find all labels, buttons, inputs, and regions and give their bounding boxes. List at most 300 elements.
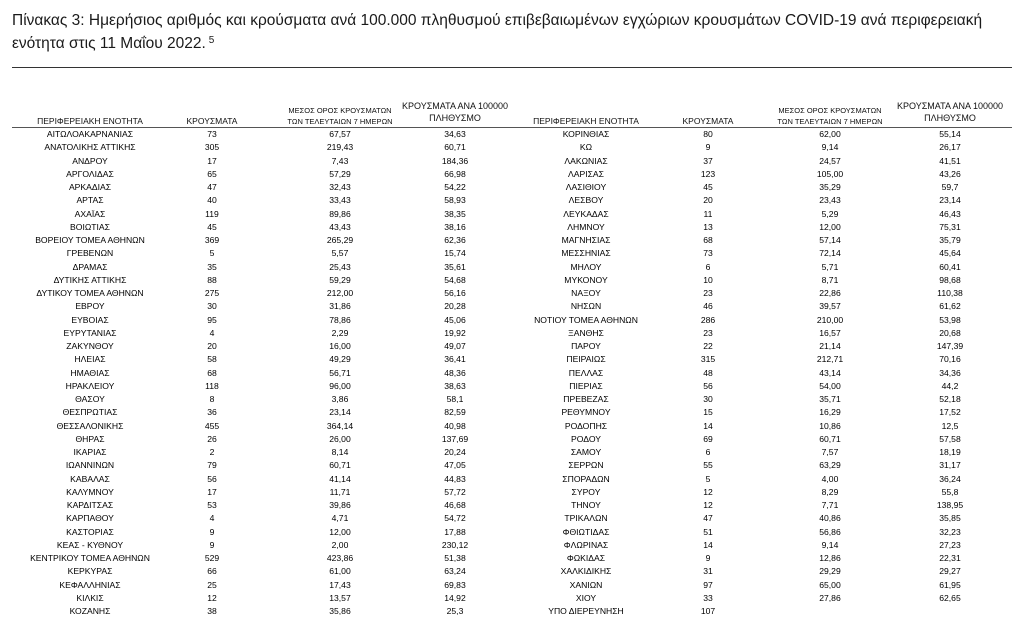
- cell-avg7: 4,71: [331, 513, 349, 524]
- cell-avg7: 9,14: [821, 539, 839, 550]
- cell-per100k: 20,28: [444, 301, 466, 312]
- cell-per100k: 58,1: [446, 394, 464, 404]
- cell-avg7: 27,86: [819, 592, 841, 603]
- cell-cases: 95: [207, 314, 217, 325]
- header-avg7-right-line1: ΜΕΣΟΣ ΟΡΟΣ ΚΡΟΥΣΜΑΤΩΝ: [778, 106, 882, 115]
- cell-region: ΠΕΙΡΑΙΩΣ: [566, 354, 606, 365]
- table-header: [0, 0, 1024, 130]
- cell-per100k: 43,26: [939, 168, 961, 179]
- table-row-right: [0, 234, 1024, 246]
- cell-cases: 4: [209, 513, 215, 524]
- cell-avg7: 56,71: [329, 367, 351, 378]
- cell-cases: 31: [703, 566, 713, 577]
- cell-cases: 5: [705, 473, 711, 484]
- cell-per100k: 27,23: [939, 539, 961, 550]
- cell-per100k: 18,19: [939, 447, 961, 457]
- cell-per100k: 59,7: [941, 182, 959, 192]
- cell-region: ΙΚΑΡΙΑΣ: [73, 447, 107, 457]
- cell-per100k: 26,17: [939, 142, 961, 153]
- cell-cases: 30: [703, 394, 713, 404]
- cell-cases: 119: [205, 208, 219, 219]
- cell-region: ΚΕΡΚΥΡΑΣ: [67, 566, 113, 577]
- cell-region: ΛΕΣΒΟΥ: [568, 195, 604, 206]
- table-row-right: [0, 459, 1024, 471]
- cell-cases: 53: [207, 500, 217, 510]
- cell-region: ΣΠΟΡΑΔΩΝ: [562, 473, 610, 484]
- cell-per100k: 29,27: [939, 566, 961, 577]
- cell-cases: 5: [209, 248, 215, 259]
- cell-region: ΕΒΡΟΥ: [75, 301, 105, 312]
- cell-per100k: 47,05: [444, 460, 466, 471]
- table-row-right: [0, 605, 1024, 617]
- cell-region: ΑΡΤΑΣ: [76, 195, 104, 206]
- cell-avg7: 61,00: [329, 566, 351, 577]
- table-row-right: [0, 208, 1024, 220]
- cell-cases: 529: [204, 553, 220, 563]
- table-row-right: [0, 194, 1024, 206]
- cell-per100k: 35,61: [444, 261, 466, 272]
- cell-cases: 118: [205, 380, 219, 391]
- cell-cases: 10: [703, 274, 713, 285]
- cell-avg7: 60,71: [329, 460, 351, 471]
- cell-per100k: 57,72: [444, 486, 466, 497]
- table-row-right: [0, 499, 1024, 511]
- cell-region: ΠΙΕΡΙΑΣ: [569, 380, 603, 391]
- cell-per100k: 38,35: [444, 208, 466, 219]
- table-row-right: [0, 155, 1024, 167]
- table-row-right: [0, 446, 1024, 458]
- table-row-right: [0, 420, 1024, 432]
- cell-cases: 14: [703, 539, 713, 550]
- cell-avg7: 41,14: [329, 473, 351, 484]
- cell-region: ΒΟΡΕΙΟΥ ΤΟΜΕΑ ΑΘΗΝΩΝ: [35, 235, 145, 245]
- cell-avg7: 67,57: [329, 129, 351, 139]
- cell-cases: 6: [705, 447, 711, 457]
- cell-cases: 17: [207, 486, 217, 497]
- cell-cases: 46: [703, 301, 713, 312]
- cell-region: ΚΑΣΤΟΡΙΑΣ: [66, 526, 114, 537]
- cell-region: ΥΠΟ ΔΙΕΡΕΥΝΗΣΗ: [548, 606, 624, 616]
- cell-avg7: 29,29: [819, 566, 841, 577]
- cell-per100k: 82,59: [444, 407, 466, 418]
- header-avg7-right: [760, 107, 900, 126]
- cell-avg7: 16,29: [819, 407, 841, 418]
- cell-region: ΔΡΑΜΑΣ: [72, 261, 108, 272]
- header-per100k-left-line1: ΚΡΟΥΣΜΑΤΑ ΑΝΑ 100000: [402, 101, 508, 111]
- cell-per100k: 54,68: [444, 274, 466, 285]
- cell-per100k: 54,72: [444, 513, 466, 524]
- cell-avg7: 16,57: [819, 327, 841, 338]
- cell-per100k: 58,93: [444, 195, 466, 206]
- cell-cases: 33: [703, 592, 713, 603]
- cell-per100k: 61,62: [939, 301, 961, 312]
- cell-avg7: 40,86: [819, 513, 841, 524]
- cell-region: ΝΟΤΙΟΥ ΤΟΜΕΑ ΑΘΗΝΩΝ: [534, 314, 638, 325]
- table-row-right: [0, 565, 1024, 577]
- cell-avg7: 35,71: [819, 394, 841, 404]
- cell-avg7: 43,14: [819, 367, 841, 378]
- cell-cases: 51: [703, 526, 713, 537]
- cell-cases: 107: [700, 606, 716, 616]
- cell-region: ΚΕΦΑΛΛΗΝΙΑΣ: [59, 579, 121, 590]
- cell-per100k: 44,83: [444, 473, 466, 484]
- cell-region: ΚΕΝΤΡΙΚΟΥ ΤΟΜΕΑ ΑΘΗΝΩΝ: [30, 553, 150, 563]
- table-row-right: [0, 261, 1024, 273]
- table-row-right: [0, 287, 1024, 299]
- cell-per100k: 55,14: [939, 129, 961, 139]
- cell-per100k: 25,3: [446, 606, 464, 616]
- cell-cases: 23: [703, 327, 713, 338]
- cell-cases: 69: [703, 433, 713, 444]
- cell-region: ΜΕΣΣΗΝΙΑΣ: [561, 248, 611, 259]
- table-row-right: [0, 181, 1024, 193]
- cell-avg7: 423,86: [326, 553, 354, 563]
- cell-cases: 30: [207, 301, 217, 312]
- cell-avg7: 57,14: [819, 235, 841, 245]
- cell-per100k: 48,36: [444, 367, 466, 378]
- cell-per100k: 46,43: [939, 208, 961, 219]
- cell-avg7: 54,00: [819, 380, 841, 391]
- cell-per100k: 15,74: [444, 248, 466, 259]
- cell-per100k: 34,36: [939, 367, 961, 378]
- cell-per100k: 20,24: [444, 447, 466, 457]
- cell-region: ΧΑΛΚΙΔΙΚΗΣ: [560, 566, 612, 577]
- cell-avg7: 9,14: [821, 142, 839, 153]
- cell-avg7: 12,86: [819, 553, 841, 563]
- cell-per100k: 61,95: [939, 579, 961, 590]
- cell-avg7: 2,00: [331, 539, 349, 550]
- cell-per100k: 46,68: [444, 500, 466, 510]
- cell-per100k: 63,24: [444, 566, 466, 577]
- cell-avg7: 39,86: [329, 500, 351, 510]
- header-per100k-right: [885, 102, 1015, 123]
- table-row-right: [0, 340, 1024, 352]
- cell-avg7: 33,43: [329, 195, 351, 206]
- cell-avg7: 96,00: [329, 380, 351, 391]
- table-row-right: [0, 579, 1024, 591]
- cell-cases: 35: [207, 261, 217, 272]
- cell-per100k: 69,83: [444, 579, 466, 590]
- cell-avg7: 89,86: [329, 208, 351, 219]
- cell-region: ΞΑΝΘΗΣ: [568, 327, 604, 338]
- cell-per100k: 66,98: [444, 168, 466, 179]
- cell-avg7: 17,43: [329, 579, 351, 590]
- cell-region: ΕΥΒΟΙΑΣ: [71, 314, 109, 325]
- cell-per100k: 36,41: [444, 354, 466, 365]
- cell-cases: 315: [700, 354, 716, 365]
- cell-region: ΚΕΑΣ - ΚΥΘΝΟΥ: [56, 539, 124, 550]
- table-row-right: [0, 274, 1024, 286]
- cell-cases: 73: [207, 129, 217, 139]
- cell-avg7: 105,00: [816, 168, 844, 179]
- cell-region: ΠΕΛΛΑΣ: [568, 367, 604, 378]
- cell-cases: 13: [703, 221, 713, 232]
- cell-avg7: 7,43: [331, 155, 349, 166]
- cell-avg7: 31,86: [329, 301, 351, 312]
- cell-region: ΚΑΛΥΜΝΟΥ: [66, 486, 114, 497]
- cell-cases: 275: [204, 288, 220, 298]
- cell-cases: 45: [703, 182, 713, 192]
- cell-cases: 9: [209, 539, 215, 550]
- header-region-right: ΠΕΡΙΦΕΡΕΙΑΚΗ ΕΝΟΤΗΤΑ: [533, 116, 639, 126]
- cell-cases: 9: [705, 553, 711, 563]
- cell-region: ΦΩΚΙΔΑΣ: [566, 553, 606, 563]
- table-row-right: [0, 526, 1024, 538]
- cell-cases: 20: [207, 341, 217, 351]
- table-row-right: [0, 552, 1024, 564]
- cell-avg7: 13,57: [329, 592, 351, 603]
- cell-per100k: 35,79: [939, 235, 961, 245]
- cell-region: ΦΘΙΩΤΙΔΑΣ: [562, 526, 610, 537]
- cell-cases: 56: [703, 380, 713, 391]
- cell-region: ΠΑΡΟΥ: [571, 341, 601, 351]
- caption-title: Πίνακας 3: Ημερήσιος αριθμός και κρούσματα ανά 100.000 πληθυσμού επιβεβαιωμένων εγχώριων κρουσμάτων COVID-19 ανά περιφερειακή ενότητα στις 11 Μαΐου 2022.: [12, 12, 983, 52]
- cell-cases: 12: [703, 500, 713, 510]
- header-avg7-left-line1: ΜΕΣΟΣ ΟΡΟΣ ΚΡΟΥΣΜΑΤΩΝ: [288, 106, 392, 115]
- table-row-right: [0, 367, 1024, 379]
- table-row-right: [0, 406, 1024, 418]
- cell-region: ΗΛΕΙΑΣ: [74, 354, 106, 365]
- table-row-right: [0, 327, 1024, 339]
- cell-avg7: 49,29: [329, 354, 351, 365]
- header-avg7-left-line2: ΤΩΝ ΤΕΛΕΥΤΑΙΩΝ 7 ΗΜΕΡΩΝ: [287, 117, 393, 126]
- header-avg7-left: [270, 107, 410, 126]
- cell-region: ΜΗΛΟΥ: [570, 261, 602, 272]
- cell-cases: 12: [207, 592, 217, 603]
- cell-region: ΑΙΤΩΛΟΑΚΑΡΝΑΝΙΑΣ: [46, 129, 134, 139]
- cell-region: ΝΗΣΩΝ: [570, 301, 602, 312]
- cell-region: ΒΟΙΩΤΙΑΣ: [70, 221, 110, 232]
- cell-region: ΑΧΑΪΑΣ: [74, 208, 106, 219]
- cell-cases: 8: [209, 394, 215, 404]
- cell-cases: 37: [703, 155, 713, 166]
- cell-avg7: 210,00: [816, 314, 844, 325]
- cell-cases: 80: [703, 129, 713, 139]
- cell-cases: 17: [207, 155, 217, 166]
- cell-avg7: 2,29: [331, 327, 349, 338]
- cell-avg7: 65,00: [819, 579, 841, 590]
- cell-per100k: 40,98: [444, 420, 466, 431]
- cell-cases: 23: [703, 288, 713, 298]
- cell-avg7: 364,14: [326, 420, 354, 431]
- cell-avg7: 62,00: [819, 129, 841, 139]
- cell-cases: 55: [703, 460, 713, 471]
- cell-avg7: 10,86: [819, 420, 841, 431]
- cell-per100k: 36,24: [939, 473, 961, 484]
- header-per100k-right-line2: ΠΛΗΘΥΣΜΟ: [924, 113, 976, 123]
- cell-cases: 40: [207, 195, 217, 206]
- cell-region: ΚΙΛΚΙΣ: [76, 592, 104, 603]
- cell-region: ΤΡΙΚΑΛΩΝ: [564, 513, 608, 524]
- cell-cases: 25: [207, 579, 217, 590]
- cell-avg7: 25,43: [329, 261, 351, 272]
- cell-per100k: 98,68: [939, 274, 961, 285]
- cell-per100k: 62,65: [939, 592, 961, 603]
- cell-region: ΚΑΒΑΛΑΣ: [70, 473, 110, 484]
- cell-region: ΘΗΡΑΣ: [75, 433, 105, 444]
- table-row-right: [0, 380, 1024, 392]
- cell-per100k: 110,38: [937, 288, 963, 298]
- cell-region: ΡΕΘΥΜΝΟΥ: [561, 407, 611, 418]
- cell-avg7: 219,43: [326, 142, 354, 153]
- cell-avg7: 23,14: [329, 407, 351, 418]
- cell-per100k: 44,2: [941, 380, 959, 391]
- cell-region: ΛΑΚΩΝΙΑΣ: [564, 155, 608, 166]
- cell-cases: 65: [207, 168, 217, 179]
- header-per100k-right-line1: ΚΡΟΥΣΜΑΤΑ ΑΝΑ 100000: [897, 101, 1003, 111]
- cell-cases: 68: [207, 367, 217, 378]
- cell-region: ΧΙΟΥ: [575, 592, 597, 603]
- cell-region: ΚΟΡΙΝΘΙΑΣ: [562, 129, 610, 139]
- cell-per100k: 32,23: [939, 526, 961, 537]
- cell-per100k: 17,88: [444, 526, 466, 537]
- cell-region: ΘΑΣΟΥ: [75, 394, 105, 404]
- table-row-right: [0, 592, 1024, 604]
- cell-cases: 73: [703, 248, 713, 259]
- cell-avg7: 60,71: [819, 433, 841, 444]
- cell-cases: 47: [207, 182, 217, 192]
- cell-avg7: 59,29: [329, 274, 351, 285]
- cell-avg7: 7,57: [821, 447, 839, 457]
- cell-per100k: 22,31: [939, 553, 961, 563]
- cell-cases: 6: [705, 261, 711, 272]
- cell-avg7: 57,29: [329, 168, 351, 179]
- cell-per100k: 60,71: [444, 142, 466, 153]
- cell-cases: 45: [207, 221, 217, 232]
- header-region-left: ΠΕΡΙΦΕΡΕΙΑΚΗ ΕΝΟΤΗΤΑ: [37, 116, 143, 126]
- cell-cases: 14: [703, 420, 713, 431]
- cell-avg7: 12,00: [329, 526, 351, 537]
- table-row-right: [0, 473, 1024, 485]
- cell-region: ΡΟΔΟΥ: [571, 433, 601, 444]
- cell-region: ΙΩΑΝΝΙΝΩΝ: [65, 460, 115, 471]
- cell-per100k: 57,58: [939, 433, 961, 444]
- cell-avg7: 43,43: [329, 221, 351, 232]
- cell-per100k: 14,92: [444, 592, 466, 603]
- cell-avg7: 32,43: [329, 182, 351, 192]
- cell-region: ΤΗΝΟΥ: [571, 500, 601, 510]
- cell-per100k: 138,95: [936, 500, 964, 510]
- cell-region: ΝΑΞΟΥ: [571, 288, 601, 298]
- cell-cases: 11: [703, 208, 713, 219]
- cell-avg7: 35,86: [329, 606, 351, 616]
- table-row-right: [0, 486, 1024, 498]
- cell-per100k: 137,69: [441, 433, 469, 444]
- cell-cases: 15: [703, 407, 713, 418]
- cell-avg7: 23,43: [819, 195, 841, 206]
- cell-avg7: 3,86: [331, 394, 349, 404]
- cell-region: ΔΥΤΙΚΟΥ ΤΟΜΕΑ ΑΘΗΝΩΝ: [36, 288, 144, 298]
- header-per100k-left-line2: ΠΛΗΘΥΣΜΟ: [429, 113, 481, 123]
- cell-cases: 26: [207, 433, 217, 444]
- header-avg7-right-line2: ΤΩΝ ΤΕΛΕΥΤΑΙΩΝ 7 ΗΜΕΡΩΝ: [777, 117, 883, 126]
- cell-cases: 22: [703, 341, 713, 351]
- cell-per100k: 41,51: [939, 155, 961, 166]
- cell-avg7: 5,71: [821, 261, 839, 272]
- cell-per100k: 45,06: [444, 314, 466, 325]
- cell-avg7: 63,29: [819, 460, 841, 471]
- cell-avg7: 21,14: [819, 341, 841, 351]
- cell-avg7: 212,71: [816, 354, 844, 365]
- cell-per100k: 51,38: [444, 553, 466, 563]
- cell-cases: 38: [207, 606, 217, 616]
- cell-avg7: 5,57: [331, 248, 349, 259]
- cell-avg7: 8,29: [821, 486, 839, 497]
- cell-avg7: 11,71: [329, 486, 351, 497]
- table-row-right: [0, 539, 1024, 551]
- cell-region: ΑΡΓΟΛΙΔΑΣ: [66, 168, 114, 179]
- cell-avg7: 8,14: [331, 447, 349, 457]
- cell-cases: 9: [209, 526, 215, 537]
- table-row-right: [0, 221, 1024, 233]
- cell-avg7: 35,29: [819, 182, 841, 192]
- cell-avg7: 5,29: [821, 208, 839, 219]
- cell-region: ΠΡΕΒΕΖΑΣ: [563, 394, 609, 404]
- cell-per100k: 60,41: [939, 261, 961, 272]
- cell-region: ΧΑΝΙΩΝ: [569, 579, 603, 590]
- cell-region: ΣΕΡΡΩΝ: [568, 460, 604, 471]
- cell-region: ΚΩ: [579, 142, 593, 153]
- cell-region: ΣΑΜΟΥ: [570, 447, 602, 457]
- caption-footnote: 5: [208, 35, 215, 46]
- cell-region: ΑΡΚΑΔΙΑΣ: [68, 182, 112, 192]
- cell-region: ΜΑΓΝΗΣΙΑΣ: [561, 235, 611, 245]
- cell-cases: 9: [705, 142, 711, 153]
- cell-avg7: 265,29: [326, 235, 354, 245]
- cell-per100k: 55,8: [941, 486, 959, 497]
- cell-region: ΛΑΡΙΣΑΣ: [568, 168, 604, 179]
- cell-per100k: 38,16: [444, 221, 466, 232]
- cell-per100k: 35,85: [939, 513, 961, 524]
- cell-per100k: 45,64: [939, 248, 961, 259]
- cell-cases: 12: [703, 486, 713, 497]
- cell-avg7: 16,00: [329, 341, 351, 351]
- cell-cases: 48: [703, 367, 713, 378]
- header-per100k-left: [395, 102, 515, 123]
- cell-region: ΑΝΔΡΟΥ: [72, 155, 108, 166]
- cell-region: ΜΥΚΟΝΟΥ: [564, 274, 608, 285]
- cell-cases: 58: [207, 354, 217, 365]
- table-row-right: [0, 247, 1024, 259]
- cell-region: ΡΟΔΟΠΗΣ: [564, 420, 608, 431]
- cell-cases: 20: [703, 195, 713, 206]
- cell-per100k: 31,17: [939, 460, 961, 471]
- cell-avg7: 4,00: [821, 473, 839, 484]
- cell-region: ΗΜΑΘΙΑΣ: [70, 367, 110, 378]
- cell-per100k: 56,16: [444, 288, 466, 298]
- cell-region: ΖΑΚΥΝΘΟΥ: [66, 341, 114, 351]
- cell-per100k: 184,36: [441, 155, 469, 166]
- cell-per100k: 34,63: [444, 129, 466, 139]
- cell-avg7: 78,86: [329, 314, 351, 325]
- cell-avg7: 26,00: [329, 433, 351, 444]
- cell-cases: 369: [204, 235, 220, 245]
- cell-per100k: 17,52: [939, 407, 961, 418]
- cell-region: ΦΛΩΡΙΝΑΣ: [563, 539, 609, 550]
- cell-per100k: 12,5: [941, 420, 959, 431]
- cell-per100k: 230,12: [441, 539, 469, 550]
- cell-region: ΓΡΕΒΕΝΩΝ: [66, 248, 114, 259]
- cell-per100k: 52,18: [939, 394, 961, 404]
- table-row-right: [0, 393, 1024, 405]
- cell-region: ΛΗΜΝΟΥ: [567, 221, 605, 232]
- cell-avg7: 8,71: [821, 274, 839, 285]
- cell-cases: 97: [703, 579, 713, 590]
- table-row-right: [0, 300, 1024, 312]
- cell-per100k: 53,98: [939, 314, 961, 325]
- cell-region: ΑΝΑΤΟΛΙΚΗΣ ΑΤΤΙΚΗΣ: [44, 142, 136, 153]
- table-row-right: [0, 128, 1024, 140]
